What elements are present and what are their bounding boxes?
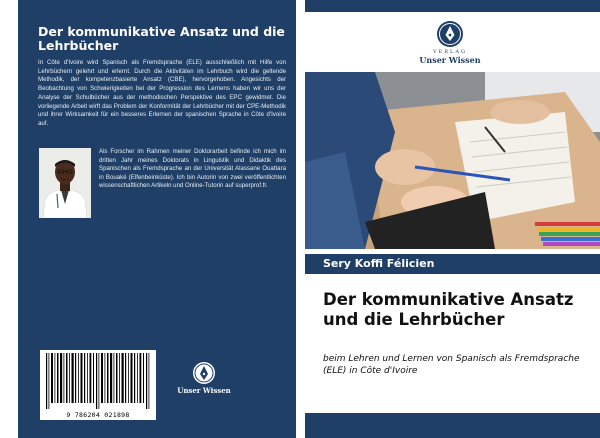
author-bio: Als Forscher im Rahmen meiner Doktorarbeit befinde ich mich im dritten Jahr meines Doktorats in Linguistik und Didaktik des Spanischen als Fremdsprache an der Universität Alassane Ouattara in Bouaké (Elfenbeinküste). Ich bin Autorin von zwei veröffentlichten wissenschaftlichen Artikeln und Online-Tutorin auf superprof.fr.: [99, 148, 286, 190]
cover-photo: [305, 72, 600, 249]
barcode: [40, 350, 156, 420]
pen-nib-icon: [437, 21, 463, 47]
author-name: Sery Koffi Félicien: [323, 257, 435, 270]
back-cover-title: Der kommunikative Ansatz und die Lehrbücher: [38, 24, 285, 53]
front-publisher-name: Unser Wissen: [419, 55, 481, 65]
back-cover: [18, 0, 296, 438]
book-title: Der kommunikative Ansatz und die Lehrbücher: [323, 290, 574, 329]
spine: [296, 0, 305, 438]
top-band: [305, 0, 600, 12]
author-portrait-icon: [39, 148, 91, 218]
author-photo: [39, 148, 91, 218]
students-studying-image: [305, 72, 600, 249]
front-cover: [305, 0, 600, 438]
pen-nib-icon: [193, 362, 215, 384]
barcode-bars-icon: [40, 350, 156, 410]
book-subtitle: beim Lehren und Lernen von Spanisch als Fremdsprache (ELE) in Côte d'Ivoire: [323, 354, 580, 376]
back-publisher-name: Unser Wissen: [177, 386, 231, 395]
bottom-band: [305, 413, 600, 438]
author-band: [305, 254, 600, 274]
publisher-verlag-label: VERLAG: [433, 49, 467, 55]
front-publisher-logo: [405, 21, 495, 65]
back-publisher-logo: [174, 362, 234, 404]
barcode-number: 9 786204 021898: [66, 411, 130, 419]
back-cover-blurb: In Côte d'Ivoire wird Spanisch als Fremdsprache (ELE) ausschließlich mit Hilfe von Lehrbüchern gelehrt und erlernt. Durch die Aktivitäten im Lehrbuch wird die geltende Methodik, der kompetenzbasierte Ansatz (CBE), hervorgehoben. Angesichts der Beobachtung von Schwierigkeiten bei der Progression des Lernens haben wir uns der Analyse der Schulbücher aus der methodischen Perspektive des EPC gewidmet. Die vorliegende Arbeit wirft das Problem der Konformität der Lehrbücher mit der CPE-Methodik und ihrer Wirksamkeit für ein besseres Erlernen der spanischen Sprache in Côte d'Ivoire auf.: [38, 59, 286, 127]
